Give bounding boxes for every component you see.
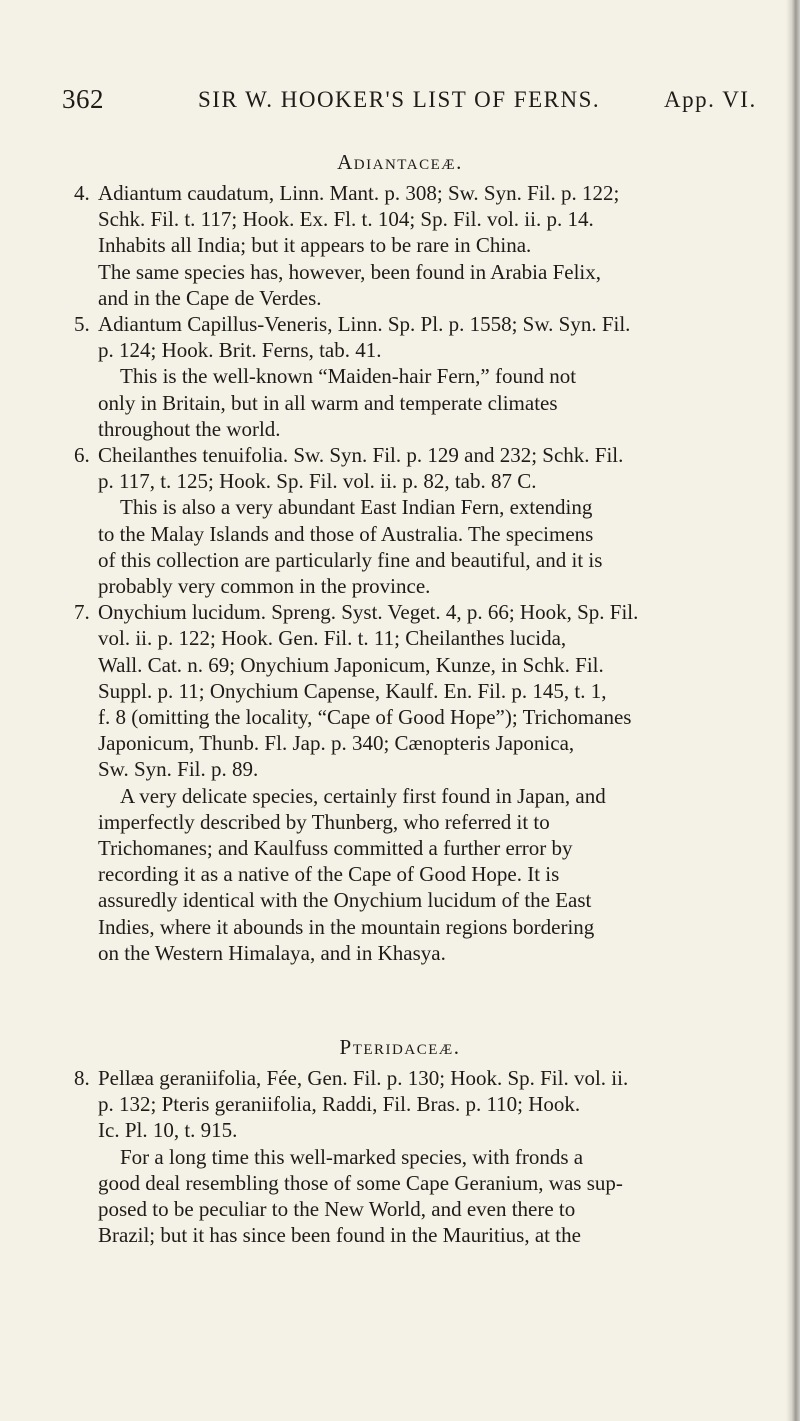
section-heading-adiantaceae: Adiantaceæ. [337, 150, 463, 174]
entry-line: 6. Cheilanthes tenuifolia. Sw. Syn. Fil. p. 129 and 232; Schk. Fil. [74, 443, 624, 468]
entry-paragraph-line: Brazil; but it has since been found in the Mauritius, at the [98, 1223, 581, 1248]
entry-paragraph-line: only in Britain, but in all warm and temperate climates [98, 390, 558, 415]
entry-paragraph-line: Trichomanes; and Kaulfuss committed a further error by [98, 836, 573, 861]
entry-line: 7. Onychium lucidum. Spreng. Syst. Veget. 4, p. 66; Hook, Sp. Fil. [74, 600, 639, 625]
entry-paragraph-line: posed to be peculiar to the New World, and even there to [98, 1197, 576, 1222]
section-adiantaceae [0, 180, 800, 966]
entry-paragraph-line: to the Malay Islands and those of Australia. The specimens [98, 521, 594, 546]
entry-line: 4. Adiantum caudatum, Linn. Mant. p. 308; Sw. Syn. Fil. p. 122; [74, 181, 620, 205]
entry-paragraph-line: of this collection are particularly fine and beautiful, and it is [98, 547, 603, 572]
entry-line: The same species has, however, been found in Arabia Felix, [98, 259, 602, 284]
entry-number: 4. [74, 181, 90, 205]
entry-line: Inhabits all India; but it appears to be rare in China. [98, 233, 532, 258]
entry-line: Schk. Fil. t. 117; Hook. Ex. Fl. t. 104; Sp. Fil. vol. ii. p. 14. [98, 207, 594, 232]
entry-paragraph-line: Indies, where it abounds in the mountain regions bordering [98, 914, 595, 939]
entry-7 [0, 599, 800, 966]
entry-line: Wall. Cat. n. 69; Onychium Japonicum, Kunze, in Schk. Fil. [98, 652, 604, 677]
entry-paragraph-line: A very delicate species, certainly first found in Japan, and [120, 783, 606, 808]
entry-paragraph-line: assuredly identical with the Onychium lucidum of the East [98, 888, 592, 913]
entry-line: 5. Adiantum Capillus-Veneris, Linn. Sp. Pl. p. 1558; Sw. Syn. Fil. [74, 312, 631, 337]
entry-paragraph-line: This is the well-known “Maiden-hair Fern,” found not [120, 364, 577, 389]
entry-paragraph-line: This is also a very abundant East Indian Fern, extending [120, 495, 593, 520]
entry-line: p. 124; Hook. Brit. Ferns, tab. 41. [98, 338, 382, 363]
entry-line: p. 117, t. 125; Hook. Sp. Fil. vol. ii. p. 82, tab. 87 C. [98, 469, 537, 494]
entry-number: 8. [74, 1066, 90, 1090]
entry-paragraph-line: probably very common in the province. [98, 574, 431, 599]
entry-line: Ic. Pl. 10, t. 915. [98, 1118, 238, 1143]
running-header [0, 84, 800, 124]
entry-line: Japonicum, Thunb. Fl. Jap. p. 340; Cænopteris Japonica, [98, 731, 575, 756]
running-title: SIR W. HOOKER'S LIST OF FERNS. [198, 87, 601, 112]
entry-paragraph-line: imperfectly described by Thunberg, who referred it to [98, 809, 550, 834]
appendix-label: App. VI. [664, 87, 757, 112]
entry-paragraph-line: on the Western Himalaya, and in Khasya. [98, 940, 446, 965]
entry-5 [0, 311, 800, 442]
entry-paragraph-line: good deal resembling those of some Cape Geranium, was sup- [98, 1170, 623, 1195]
entry-paragraph-line: For a long time this well-marked species, with fronds a [120, 1144, 584, 1169]
entry-line: f. 8 (omitting the locality, “Cape of Good Hope”); Trichomanes [98, 705, 632, 730]
entry-number: 6. [74, 443, 90, 468]
entry-paragraph-line: recording it as a native of the Cape of Good Hope. It is [98, 862, 560, 887]
section-pteridaceae [0, 1065, 800, 1248]
entry-6 [0, 442, 800, 599]
entry-line: Suppl. p. 11; Onychium Capense, Kaulf. En. Fil. p. 145, t. 1, [98, 678, 607, 703]
entry-4 [0, 180, 800, 311]
entry-8 [0, 1065, 800, 1248]
entry-line: and in the Cape de Verdes. [98, 285, 322, 310]
entry-paragraph-line: throughout the world. [98, 416, 281, 441]
section-heading-pteridaceae: Pteridaceæ. [339, 1035, 461, 1059]
entry-line: vol. ii. p. 122; Hook. Gen. Fil. t. 11; Cheilanthes lucida, [98, 626, 567, 651]
entry-number: 5. [74, 312, 90, 337]
entry-line: Sw. Syn. Fil. p. 89. [98, 757, 259, 782]
entry-line: p. 132; Pteris geraniifolia, Raddi, Fil. Bras. p. 110; Hook. [98, 1092, 581, 1117]
page-number: 362 [62, 84, 104, 114]
entry-number: 7. [74, 600, 90, 625]
entry-line: 8. Pellæa geraniifolia, Fée, Gen. Fil. p. 130; Hook. Sp. Fil. vol. ii. [74, 1066, 629, 1090]
